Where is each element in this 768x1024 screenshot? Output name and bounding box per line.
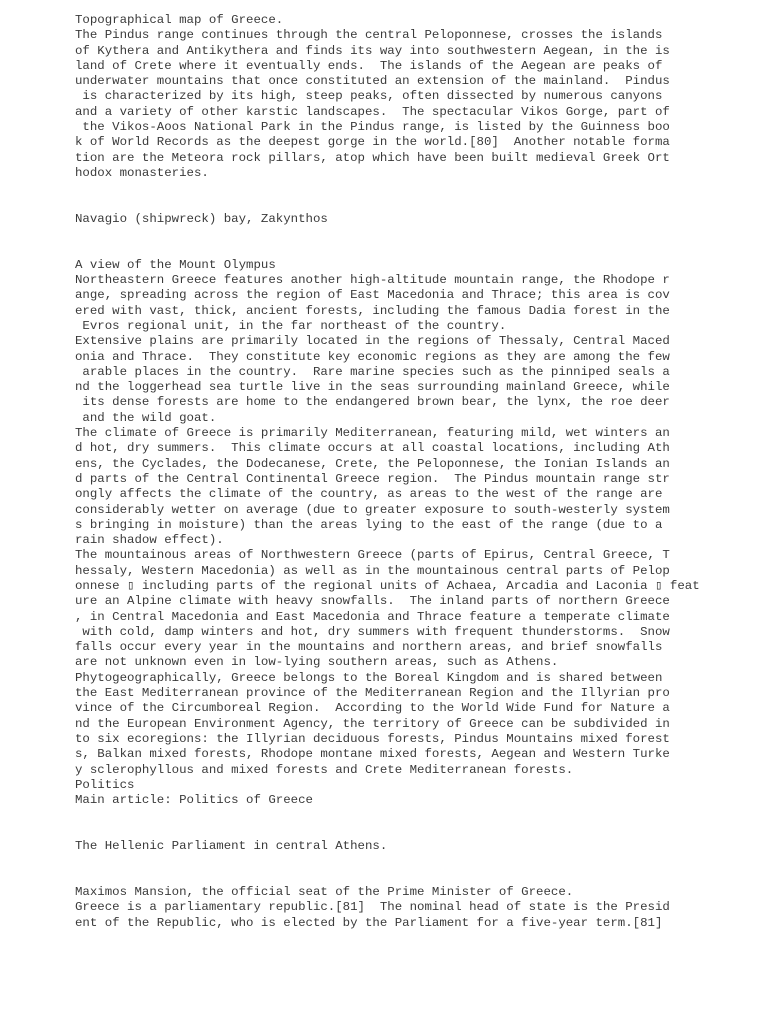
image-caption-topographical-map: Topographical map of Greece.	[75, 13, 284, 27]
text-line: d parts of the Central Continental Greece region. The Pindus mountain range str	[75, 471, 670, 486]
text-line: ered with vast, thick, ancient forests, including the famous Dadia forest in the	[75, 303, 670, 318]
text-line: y sclerophyllous and mixed forests and Crete Mediterranean forests.	[75, 762, 574, 777]
text-line: The climate of Greece is primarily Mediterranean, featuring mild, wet winters an	[75, 426, 670, 441]
spacer	[75, 854, 755, 885]
spacer	[75, 824, 755, 839]
text-line: , in Central Macedonia and East Macedonia and Thrace feature a temperate climate	[75, 609, 670, 624]
image-caption-maximos-mansion: Maximos Mansion, the official seat of the Prime Minister of Greece.	[75, 884, 574, 899]
text-line: and the wild goat.	[75, 410, 217, 425]
text-line: Greece is a parliamentary republic.[81] The nominal head of state is the Presid	[75, 900, 670, 915]
text-line: arable places in the country. Rare marine species such as the pinniped seals a	[75, 364, 670, 379]
text-line: the Vikos-Aoos National Park in the Pindus range, is listed by the Guinness boo	[75, 120, 670, 135]
text-line: Evros regional unit, in the far northeast of the country.	[75, 318, 507, 333]
text-line: Phytogeographically, Greece belongs to the Boreal Kingdom and is shared between	[75, 670, 663, 685]
text-line: land of Crete where it eventually ends. The islands of the Aegean are peaks of	[75, 58, 663, 73]
spacer	[75, 808, 755, 823]
text-line: of Kythera and Antikythera and finds its way into southwestern Aegean, in the is	[75, 43, 670, 58]
text-line: ens, the Cyclades, the Dodecanese, Crete, the Peloponnese, the Ionian Islands an	[75, 456, 670, 471]
politics-section	[75, 885, 755, 931]
spacer	[75, 227, 755, 258]
text-line: falls occur every year in the mountains and northern areas, and brief snowfalls	[75, 640, 663, 655]
text-line: k of World Records as the deepest gorge in the world.[80] Another notable forma	[75, 135, 670, 150]
text-line: onia and Thrace. They constitute key economic regions as they are among the few	[75, 349, 670, 364]
text-line: ure an Alpine climate with heavy snowfalls. The inland parts of northern Greece	[75, 594, 670, 609]
topography-section	[75, 13, 755, 181]
main-article-link[interactable]: Main article: Politics of Greece	[75, 793, 313, 808]
document-page	[75, 13, 755, 931]
text-line: Northeastern Greece features another high-altitude mountain range, the Rhodope r	[75, 273, 670, 288]
text-line: are not unknown even in low-lying southern areas, such as Athens.	[75, 655, 559, 670]
text-line: The mountainous areas of Northwestern Greece (parts of Epirus, Central Greece, T	[75, 548, 670, 563]
text-line: onnese ▯ including parts of the regional units of Achaea, Arcadia and Laconia ▯ feat	[75, 578, 700, 593]
text-line: rain shadow effect).	[75, 533, 224, 548]
text-line: d hot, dry summers. This climate occurs at all coastal locations, including Ath	[75, 441, 670, 456]
text-line: s, Balkan mixed forests, Rhodope montane mixed forests, Aegean and Western Turke	[75, 747, 670, 762]
text-line: The Pindus range continues through the central Peloponnese, crosses the islands	[75, 28, 663, 43]
text-line: underwater mountains that once constituted an extension of the mainland. Pindus	[75, 74, 670, 89]
text-line: nd the European Environment Agency, the territory of Greece can be subdivided in	[75, 716, 670, 731]
text-line: ange, spreading across the region of East Macedonia and Thrace; this area is cov	[75, 288, 670, 303]
image-caption-navagio: Navagio (shipwreck) bay, Zakynthos	[75, 211, 328, 226]
text-line: the East Mediterranean province of the Mediterranean Region and the Illyrian pro	[75, 686, 670, 701]
text-line: ent of the Republic, who is elected by the Parliament for a five-year term.[81]	[75, 915, 663, 930]
text-line: Extensive plains are primarily located in the regions of Thessaly, Central Maced	[75, 334, 670, 349]
image-caption-mount-olympus: A view of the Mount Olympus	[75, 257, 276, 272]
text-line: hodox monasteries.	[75, 165, 209, 180]
text-line: s bringing in moisture) than the areas lying to the east of the range (due to a	[75, 517, 663, 532]
text-line: with cold, damp winters and hot, dry summers with frequent thunderstorms. Snow	[75, 624, 670, 639]
image-caption-hellenic-parliament: The Hellenic Parliament in central Athens.	[75, 839, 388, 854]
text-line: to six ecoregions: the Illyrian deciduous forests, Pindus Mountains mixed forest	[75, 731, 670, 746]
text-line: hessaly, Western Macedonia) as well as in the mountainous central parts of Pelop	[75, 563, 670, 578]
text-line: ongly affects the climate of the country, as areas to the west of the range are	[75, 487, 663, 502]
text-line: its dense forests are home to the endangered brown bear, the lynx, the roe deer	[75, 395, 670, 410]
geography-climate-section	[75, 258, 755, 809]
text-line: considerably wetter on average (due to greater exposure to south-westerly system	[75, 502, 670, 517]
spacer	[75, 181, 755, 212]
text-line: is characterized by its high, steep peaks, often dissected by numerous canyons	[75, 89, 663, 104]
section-heading-politics: Politics	[75, 777, 135, 792]
text-line: vince of the Circumboreal Region. According to the World Wide Fund for Nature a	[75, 701, 670, 716]
text-line: tion are the Meteora rock pillars, atop which have been built medieval Greek Ort	[75, 150, 670, 165]
text-line: and a variety of other karstic landscapes. The spectacular Vikos Gorge, part of	[75, 104, 670, 119]
text-line: nd the loggerhead sea turtle live in the seas surrounding mainland Greece, while	[75, 380, 670, 395]
